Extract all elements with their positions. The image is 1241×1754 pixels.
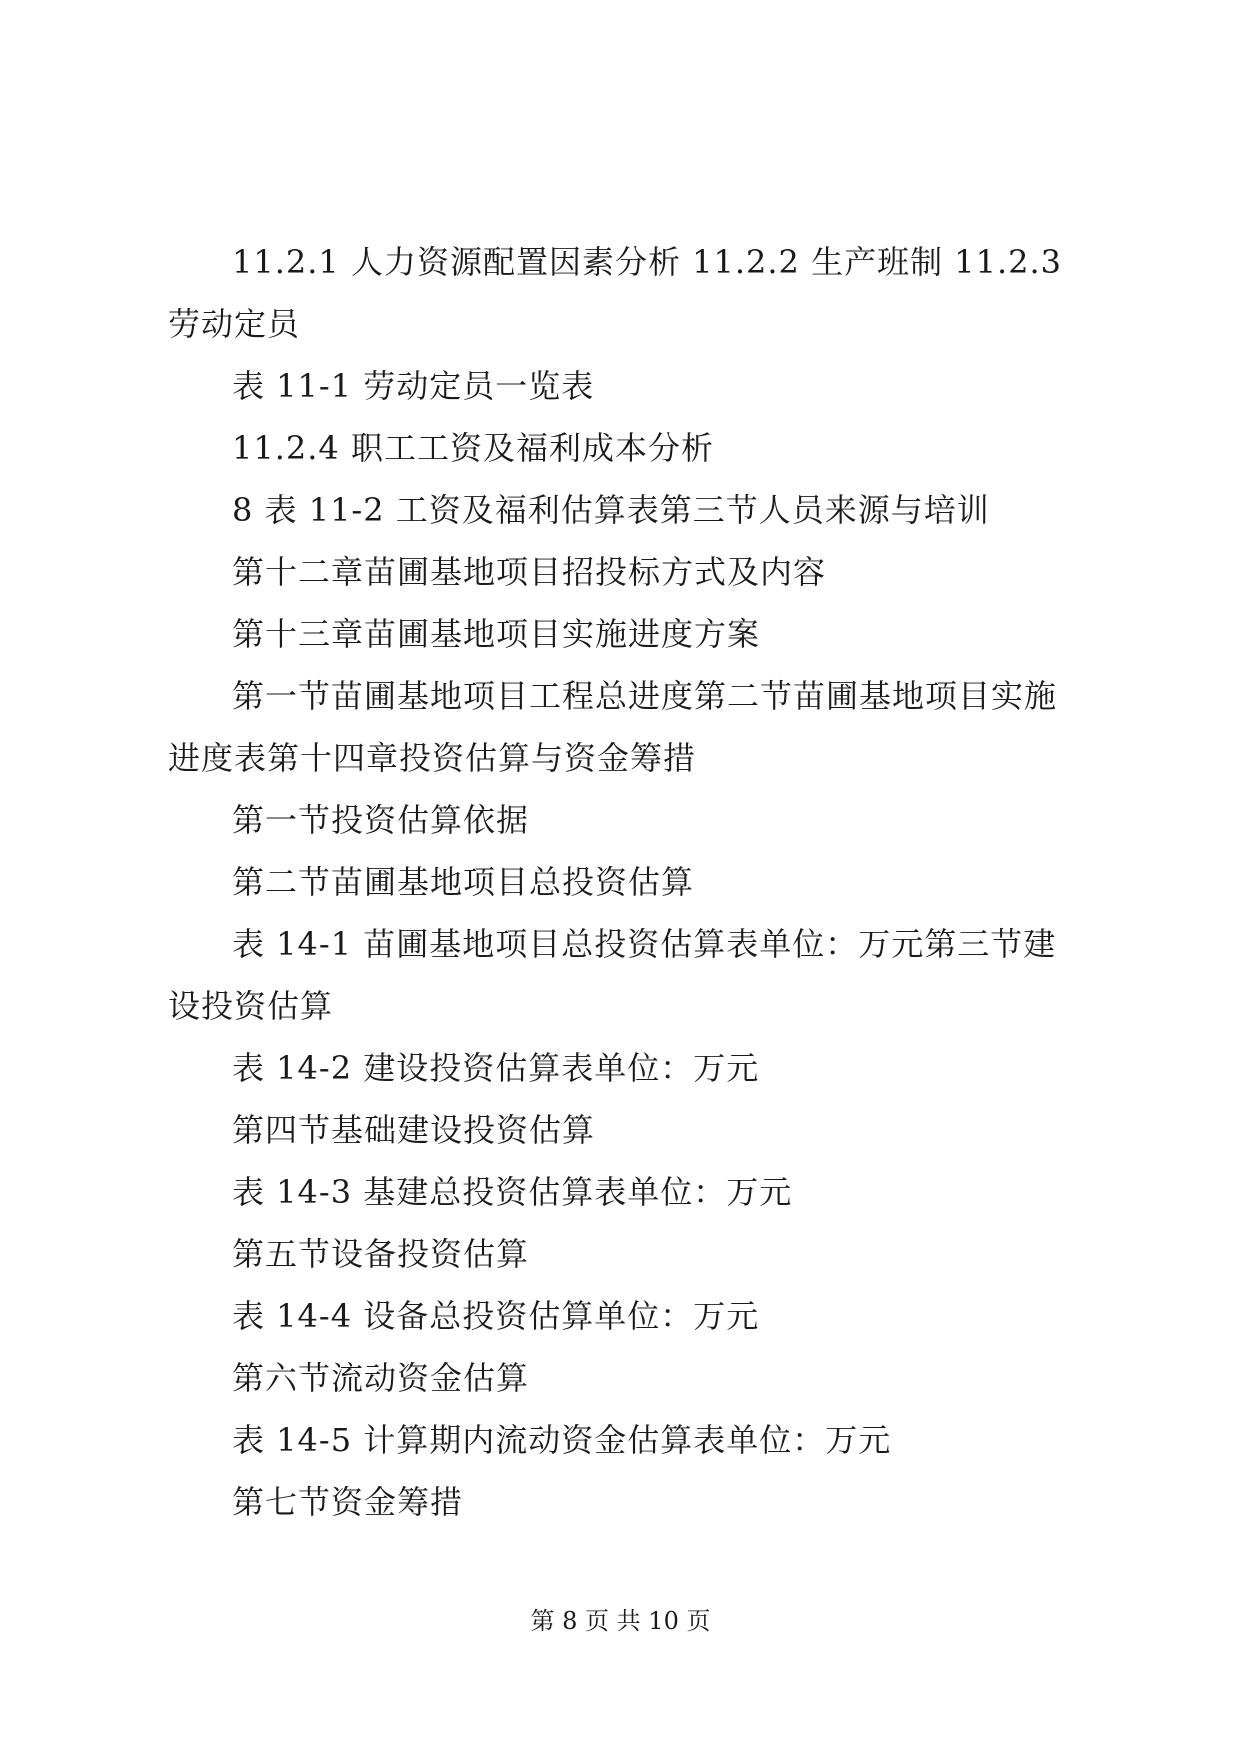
document-body [168,231,1088,1533]
paragraph-section-2-total: 第二节苗圃基地项目总投资估算 [232,863,695,901]
paragraph-table-14-5: 表 14-5 计算期内流动资金估算表单位：万元 [232,1421,892,1459]
paragraph-progress-chapter-14: 第一节苗圃基地项目工程总进度第二节苗圃基地项目实施进度表第十四章投资估算与资金筹措 [168,677,1058,777]
paragraph-section-7: 第七节资金筹措 [232,1483,464,1521]
paragraph-section-6: 第六节流动资金估算 [232,1359,530,1397]
paragraph-section-1-basis: 第一节投资估算依据 [232,801,530,839]
page-number-footer: 第 8 页 共 10 页 [530,1607,711,1635]
paragraph-table-14-2: 表 14-2 建设投资估算表单位：万元 [232,1049,760,1087]
paragraph-section-5: 第五节设备投资估算 [232,1235,530,1273]
paragraph-chapter-13: 第十三章苗圃基地项目实施进度方案 [232,615,761,653]
paragraph-chapter-12: 第十二章苗圃基地项目招投标方式及内容 [232,553,827,591]
paragraph-wages-analysis: 11.2.4 职工工资及福利成本分析 [232,429,714,467]
paragraph-table-14-4: 表 14-4 设备总投资估算单位：万元 [232,1297,760,1335]
paragraph-staffing: 11.2.1 人力资源配置因素分析 11.2.2 生产班制 11.2.3 劳动定员 [168,243,1063,343]
paragraph-table-11-1: 表 11-1 劳动定员一览表 [232,367,595,405]
paragraph-table-14-1: 表 14-1 苗圃基地项目总投资估算表单位：万元第三节建设投资估算 [168,925,1057,1025]
paragraph-table-11-2: 8 表 11-2 工资及福利估算表第三节人员来源与培训 [232,491,990,529]
paragraph-table-14-3: 表 14-3 基建总投资估算表单位：万元 [232,1173,793,1211]
paragraph-section-4: 第四节基础建设投资估算 [232,1111,596,1149]
